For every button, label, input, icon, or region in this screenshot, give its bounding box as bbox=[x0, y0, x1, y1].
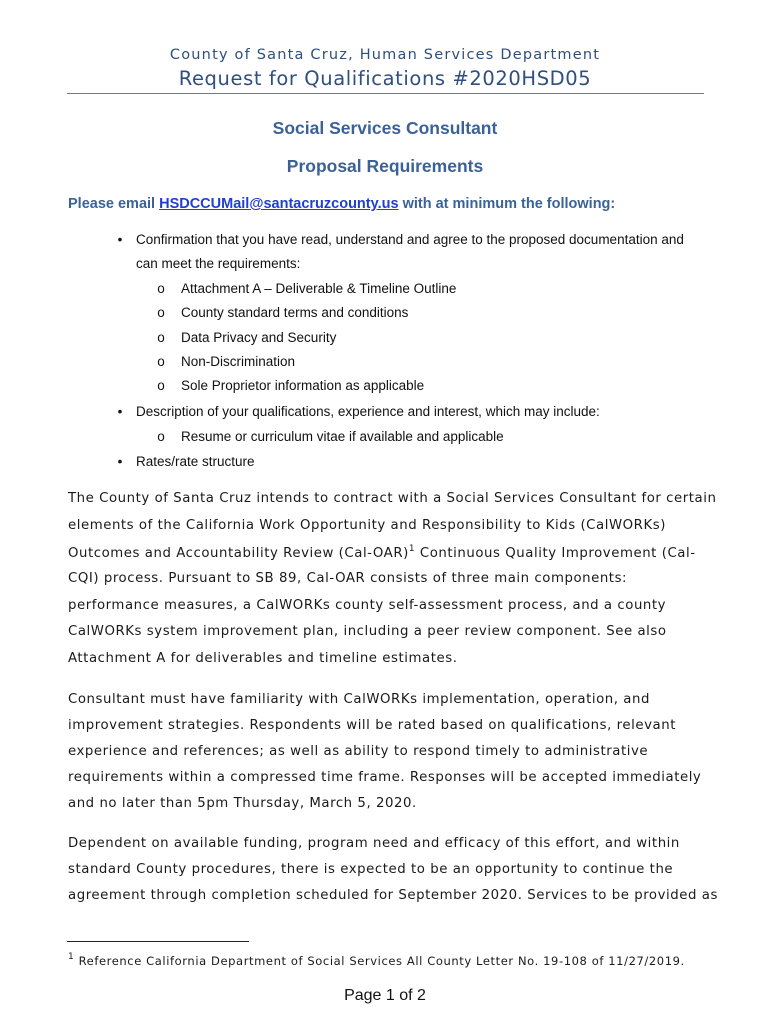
sub-item: Resume or curriculum vitae if available and applicable bbox=[181, 429, 504, 444]
paragraph-line: standard County procedures, there is expected to be an opportunity to continue the bbox=[68, 862, 674, 877]
paragraph-line: and no later than 5pm Thursday, March 5, 2020. bbox=[68, 796, 417, 811]
paragraph-line: Outcomes and Accountability Review $(Cal-OAR)^1$ Continuous Quality Improvement (Cal- bbox=[68, 544, 696, 561]
paragraph-line: elements of the California Work Opportunity and Responsibility to Kids (CalWORKs) bbox=[68, 518, 666, 533]
sub-bullet-icon: o bbox=[157, 429, 165, 444]
sub-bullet-icon: o bbox=[157, 378, 165, 393]
document-title: Social Services Consultant bbox=[272, 118, 498, 138]
paragraph-line: Attachment A for deliverables and timeline estimates. bbox=[68, 651, 458, 666]
paragraph-line: Consultant must have familiarity with CalWORKs implementation, operation, and bbox=[68, 692, 650, 707]
requirement-item-2: Description of your qualifications, experience and interest, which may include: bbox=[136, 404, 600, 419]
requirement-item-3: Rates/rate structure bbox=[136, 454, 255, 469]
paragraph-line: CalWORKs system improvement plan, including a peer review component. See also bbox=[68, 624, 667, 639]
bullet-icon: • bbox=[117, 232, 123, 247]
paragraph-line: CQI) process. Pursuant to SB 89, Cal-OAR consists of three main components: bbox=[68, 571, 628, 586]
requirement-item-1: Confirmation that you have read, understand and agree to the proposed documentation and bbox=[136, 232, 684, 247]
footnote-divider bbox=[67, 941, 249, 942]
document-subtitle: Proposal Requirements bbox=[286, 156, 484, 176]
requirement-item-1-cont: can meet the requirements: bbox=[136, 256, 301, 271]
paragraph-line: improvement strategies. Respondents will be rated based on qualifications, relevant bbox=[68, 718, 676, 733]
sub-item: Data Privacy and Security bbox=[181, 330, 337, 345]
email-suffix: with at minimum the following: bbox=[398, 196, 616, 212]
footnote-text: Reference California Department of Social Services All County Letter No. 19-108 of 11/27/2019. bbox=[74, 954, 685, 968]
header-rfq-title: Request for Qualifications #2020HSD05 bbox=[178, 67, 592, 90]
paragraph-line: The County of Santa Cruz intends to contract with a Social Services Consultant for certain bbox=[68, 491, 717, 506]
paragraph-line: agreement through completion scheduled for September 2020. Services to be provided as bbox=[68, 888, 718, 903]
paragraph-line: requirements within a compressed time frame. Responses will be accepted immediately bbox=[68, 770, 702, 785]
footnote-ref[interactable]: 1 bbox=[408, 544, 416, 554]
sub-bullet-icon: o bbox=[157, 330, 165, 345]
header-divider bbox=[67, 93, 704, 94]
sub-item: Attachment A – Deliverable & Timeline Outline bbox=[181, 281, 457, 296]
sub-bullet-icon: o bbox=[157, 354, 165, 369]
sub-item: Sole Proprietor information as applicable bbox=[181, 378, 425, 393]
sub-bullet-icon: o bbox=[157, 305, 165, 320]
paragraph-line: experience and references; as well as ability to respond timely to administrative bbox=[68, 744, 649, 759]
bullet-icon: • bbox=[117, 454, 123, 469]
email-link[interactable]: HSDCCUMail@santacruzcounty.us bbox=[159, 196, 399, 212]
sub-item: Non-Discrimination bbox=[181, 354, 296, 369]
footnote bbox=[68, 952, 685, 968]
sub-item: County standard terms and conditions bbox=[181, 305, 409, 320]
email-prefix: Please email bbox=[68, 196, 160, 212]
bullet-icon: • bbox=[117, 404, 123, 419]
email-instruction bbox=[68, 196, 615, 212]
page-number: Page 1 of 2 bbox=[344, 987, 426, 1004]
footnote-marker: 1 bbox=[68, 952, 75, 962]
sub-bullet-icon: o bbox=[157, 281, 165, 296]
header-organization: County of Santa Cruz, Human Services Department bbox=[169, 47, 601, 63]
paragraph-line: performance measures, a CalWORKs county self-assessment process, and a county bbox=[68, 598, 667, 613]
paragraph-line: Dependent on available funding, program need and efficacy of this effort, and within bbox=[68, 836, 680, 851]
